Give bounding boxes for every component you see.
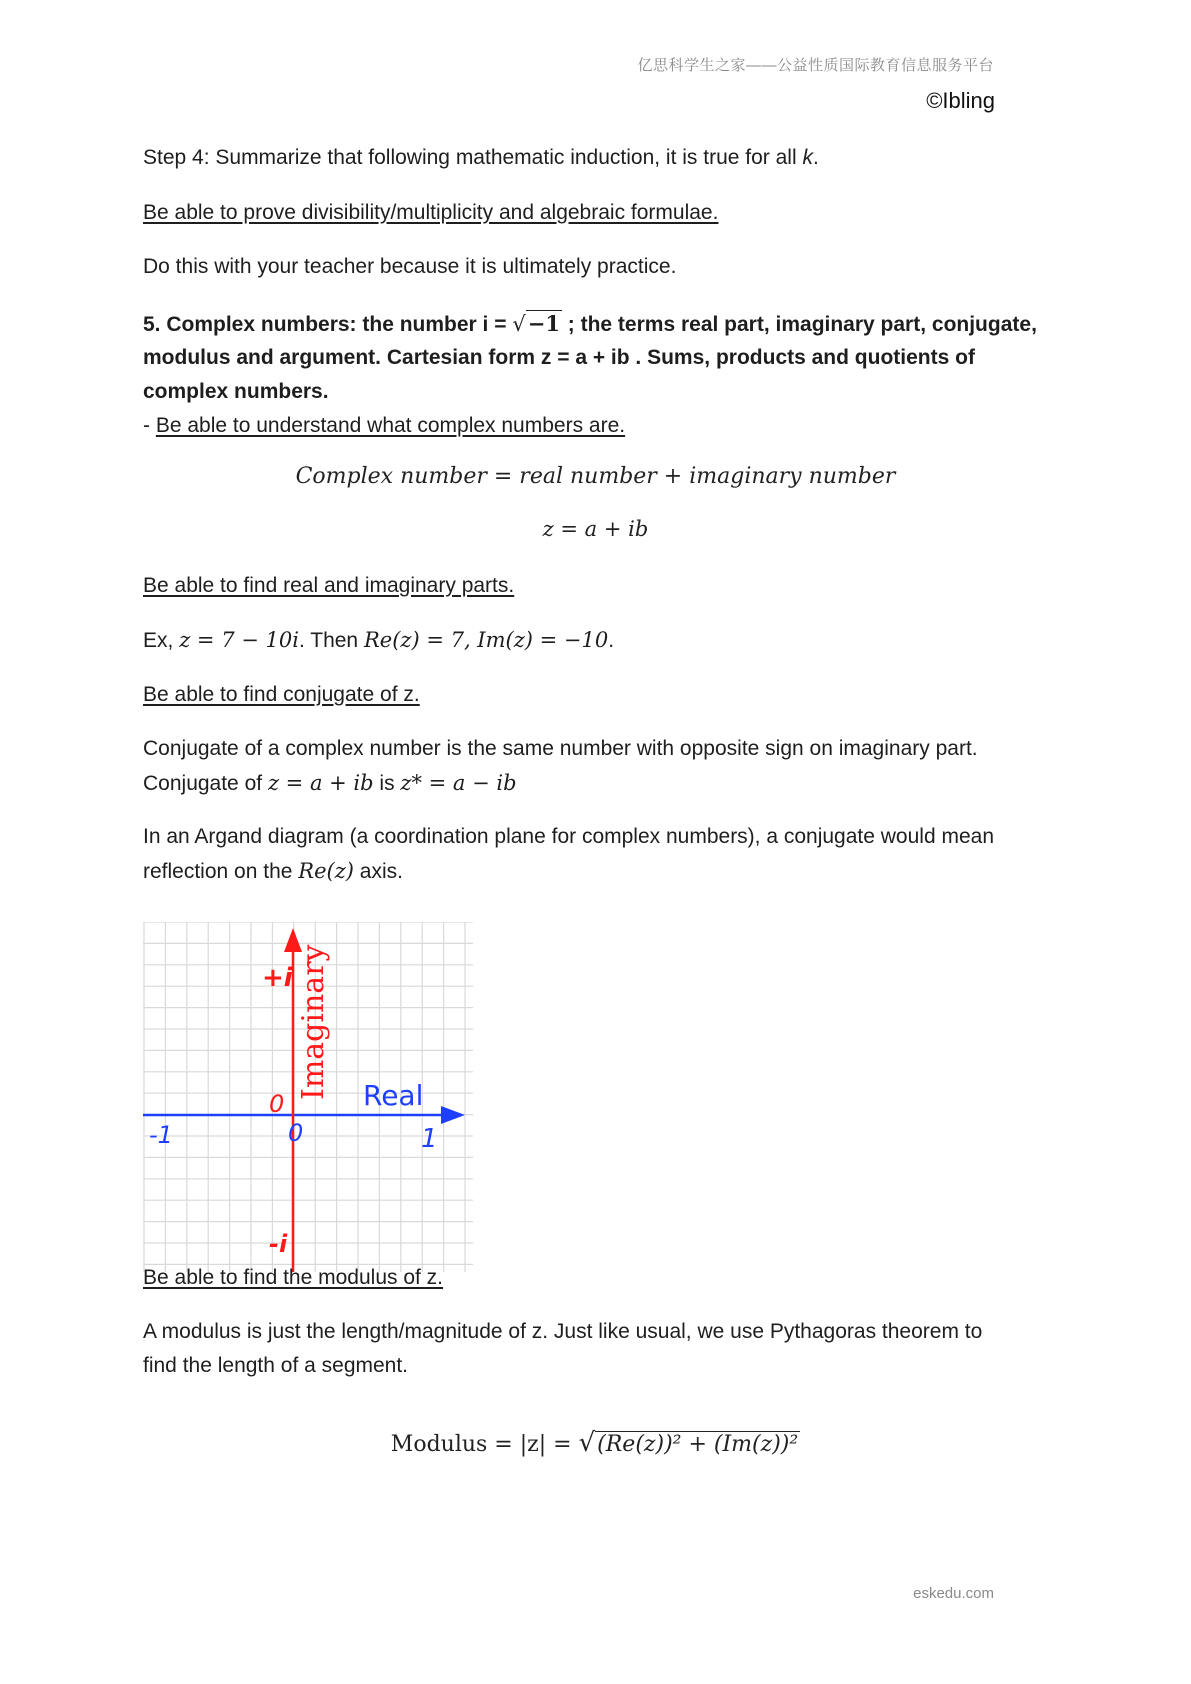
argand-line1: In an Argand diagram (a coordination plane for complex numbers), a conjugate would mean: [143, 825, 995, 848]
conjugate-prefix: Conjugate of: [143, 772, 268, 795]
understand-dash: -: [143, 414, 156, 437]
section5-line3: complex numbers.: [143, 380, 329, 403]
one-label: 1: [421, 1124, 438, 1154]
sqrt-minus-one: √−1: [512, 311, 560, 336]
section5-line1: [143, 307, 1037, 342]
minus-i-label: -i: [269, 1230, 288, 1258]
section5-line2: modulus and argument. Cartesian form z = a + ib . Sums, products and quotients of: [143, 346, 975, 369]
understand-line: [143, 409, 625, 443]
example-prefix: Ex,: [143, 629, 180, 652]
example-end: .: [608, 629, 615, 652]
conjugate-z: z = a + ib: [267, 771, 374, 795]
header-copyright: ©Ibling: [926, 88, 995, 113]
conjugate-zstar: z* = a − ib: [400, 771, 517, 795]
plus-i-label: +i: [262, 963, 293, 993]
example-line: [143, 623, 614, 658]
modulus-heading: Be able to find the modulus of z.: [143, 1266, 444, 1289]
divisibility-heading: Be able to prove divisibility/multiplicity and algebraic formulae.: [143, 201, 719, 224]
footer-site: eskedu.com: [913, 1585, 994, 1602]
example-re-im: Re(z) = 7, Im(z) = −10: [363, 628, 609, 652]
step4-text: Step 4: Summarize that following mathematic induction, it is true for all: [143, 146, 803, 169]
conjugate-heading: Be able to find conjugate of z.: [143, 683, 420, 706]
sqrt-radicand: −1: [527, 311, 560, 336]
modulus-lhs: Modulus = |z| =: [390, 1432, 579, 1457]
step4-paragraph: [143, 141, 819, 175]
conjugate-is: is: [373, 772, 401, 795]
step4-var: k: [802, 146, 813, 169]
argand-line2-b: axis.: [353, 860, 403, 883]
real-label: Real: [363, 1079, 424, 1112]
zero-imag-label: 0: [269, 1090, 285, 1118]
minus-one-label: -1: [149, 1121, 173, 1149]
real-axis-arrow: [441, 1106, 465, 1124]
understand-heading: Be able to understand what complex numbers are.: [155, 414, 626, 437]
header-site-name: 亿思科学生之家——公益性质国际教育信息服务平台: [637, 57, 994, 74]
step4-end: .: [812, 146, 819, 169]
argand-diagram: [143, 922, 473, 1272]
practice-text: Do this with your teacher because it is ultimately practice.: [143, 255, 677, 278]
imaginary-label: Imaginary: [296, 944, 331, 1100]
modulus-radicand: (Re(z))² + (Im(z))²: [597, 1432, 799, 1457]
argand-re: Re(z): [298, 859, 354, 883]
argand-line2: [143, 854, 403, 889]
section5-line1-a: 5. Complex numbers: the number i =: [143, 313, 513, 336]
example-z: z = 7 − 10i: [179, 628, 299, 652]
modulus-sqrt: √(Re(z))² + (Im(z))²: [578, 1428, 799, 1458]
zero-real-label: 0: [288, 1119, 304, 1147]
section5-line1-b: ; the terms real part, imaginary part, conjugate,: [561, 313, 1037, 336]
example-then: . Then: [298, 629, 364, 652]
conjugate-definition: [143, 766, 517, 801]
argand-line2-a: reflection on the: [143, 860, 299, 883]
conjugate-text: Conjugate of a complex number is the same number with opposite sign on imaginary part.: [143, 737, 978, 760]
modulus-text-line2: find the length of a segment.: [143, 1354, 409, 1377]
modulus-equation: [0, 1428, 1191, 1458]
real-imag-heading: Be able to find real and imaginary parts.: [143, 574, 515, 597]
modulus-text-line1: A modulus is just the length/magnitude of z. Just like usual, we use Pythagoras theorem to: [143, 1320, 983, 1343]
equation-complex-number: Complex number = real number + imaginary number: [295, 464, 896, 489]
argand-diagram-svg: [143, 922, 473, 1272]
equation-z: z = a + ib: [542, 517, 649, 541]
